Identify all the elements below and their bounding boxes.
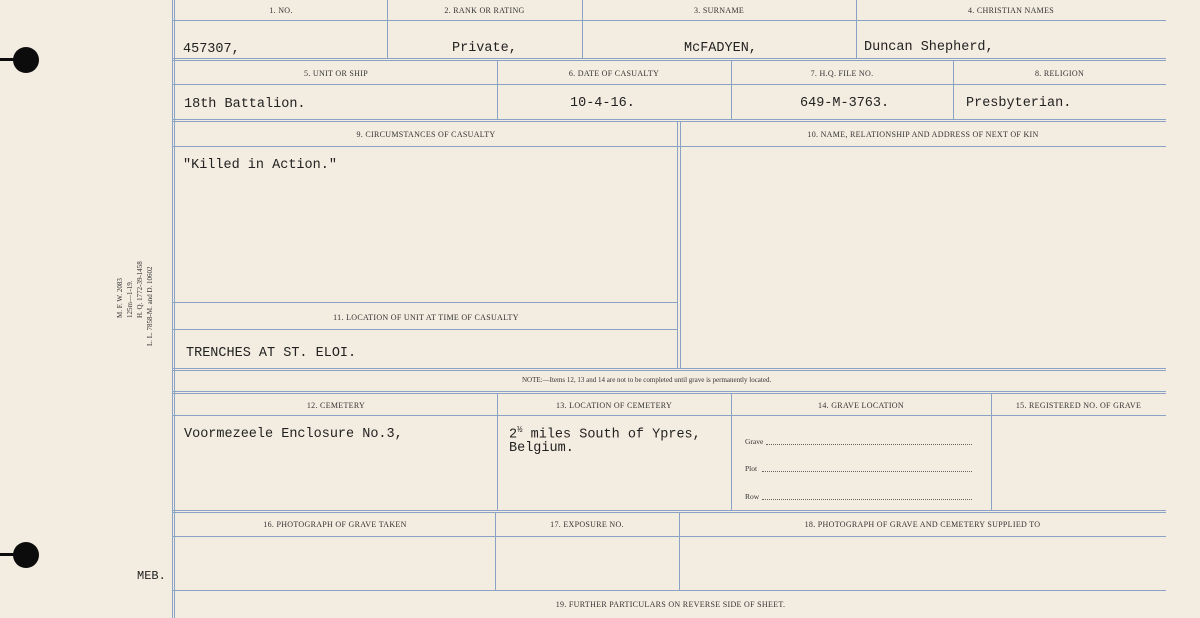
footer-note: 19. FURTHER PARTICULARS ON REVERSE SIDE OF SHEET. <box>555 600 786 609</box>
clerk-initials: MEB. <box>137 569 166 583</box>
label-circumstances: 9. CIRCUMSTANCES OF CASUALTY <box>356 130 496 139</box>
label-no: 1. NO. <box>269 6 293 15</box>
plot-field-label: Plot <box>745 464 758 473</box>
label-grave-location: 14. GRAVE LOCATION <box>818 401 904 410</box>
row-field-label: Row <box>745 492 760 501</box>
grave-field-line <box>766 444 972 445</box>
row-field-line <box>762 499 972 500</box>
label-next-of-kin: 10. NAME, RELATIONSHIP AND ADDRESS OF NEXT OF KIN <box>807 130 1039 139</box>
date-of-casualty: 10-4-16. <box>570 96 635 111</box>
label-location-of-cemetery: 13. LOCATION OF CEMETERY <box>555 401 673 410</box>
label-photograph-taken: 16. PHOTOGRAPH OF GRAVE TAKEN <box>263 520 407 529</box>
label-rank: 2. RANK OR RATING <box>444 6 525 15</box>
label-registered-no: 15. REGISTERED NO. OF GRAVE <box>1015 401 1142 410</box>
punch-notch-top <box>0 58 16 61</box>
plot-field-line <box>762 471 972 472</box>
label-location-of-unit: 11. LOCATION OF UNIT AT TIME OF CASUALTY <box>333 313 519 322</box>
cemetery-location-line1 <box>509 425 701 443</box>
label-date: 6. DATE OF CASUALTY <box>568 69 660 78</box>
unit: 18th Battalion. <box>184 97 306 112</box>
form-code-3: H. Q. 1772-39-1458 <box>136 261 144 318</box>
label-christian-names: 4. CHRISTIAN NAMES <box>967 6 1055 15</box>
rank: Private, <box>452 41 517 56</box>
christian-names: Duncan Shepherd, <box>864 40 994 55</box>
distance-rest: miles South of Ypres, <box>522 427 701 443</box>
label-surname: 3. SURNAME <box>693 6 745 15</box>
label-unit: 5. UNIT OR SHIP <box>304 69 368 78</box>
label-photograph-supplied: 18. PHOTOGRAPH OF GRAVE AND CEMETERY SUPPLIED TO <box>804 520 1041 529</box>
distance-fraction: ½ <box>517 425 523 435</box>
cemetery-location-line2: Belgium. <box>509 441 574 456</box>
distance-whole: 2 <box>509 427 518 443</box>
surname: McFADYEN, <box>684 41 757 56</box>
note: NOTE:—Items 12, 13 and 14 are not to be completed until grave is permanently located. <box>522 376 772 384</box>
location-of-unit: TRENCHES AT ST. ELOI. <box>186 346 357 361</box>
label-cemetery: 12. CEMETERY <box>306 401 366 410</box>
grave-field-label: Grave <box>745 437 764 446</box>
punch-notch-bottom <box>0 553 16 556</box>
service-number: 457307, <box>183 42 240 57</box>
form-code-1: M. F. W. 2083 <box>116 278 124 318</box>
religion: Presbyterian. <box>966 96 1072 111</box>
form-code-4: L. L. 7858-M. and D. 10602 <box>146 266 154 346</box>
label-file-no: 7. H.Q. FILE NO. <box>810 69 874 78</box>
form-code-2: 125m—1-19. <box>126 280 134 318</box>
circumstances: "Killed in Action." <box>183 158 337 173</box>
label-exposure-no: 17. EXPOSURE NO. <box>550 520 624 529</box>
punch-hole-top <box>13 47 39 73</box>
hq-file-no: 649-M-3763. <box>800 96 890 111</box>
cemetery: Voormezeele Enclosure No.3, <box>184 427 403 442</box>
punch-hole-bottom <box>13 542 39 568</box>
label-religion: 8. RELIGION <box>1034 69 1085 78</box>
form-left-border <box>172 0 173 618</box>
